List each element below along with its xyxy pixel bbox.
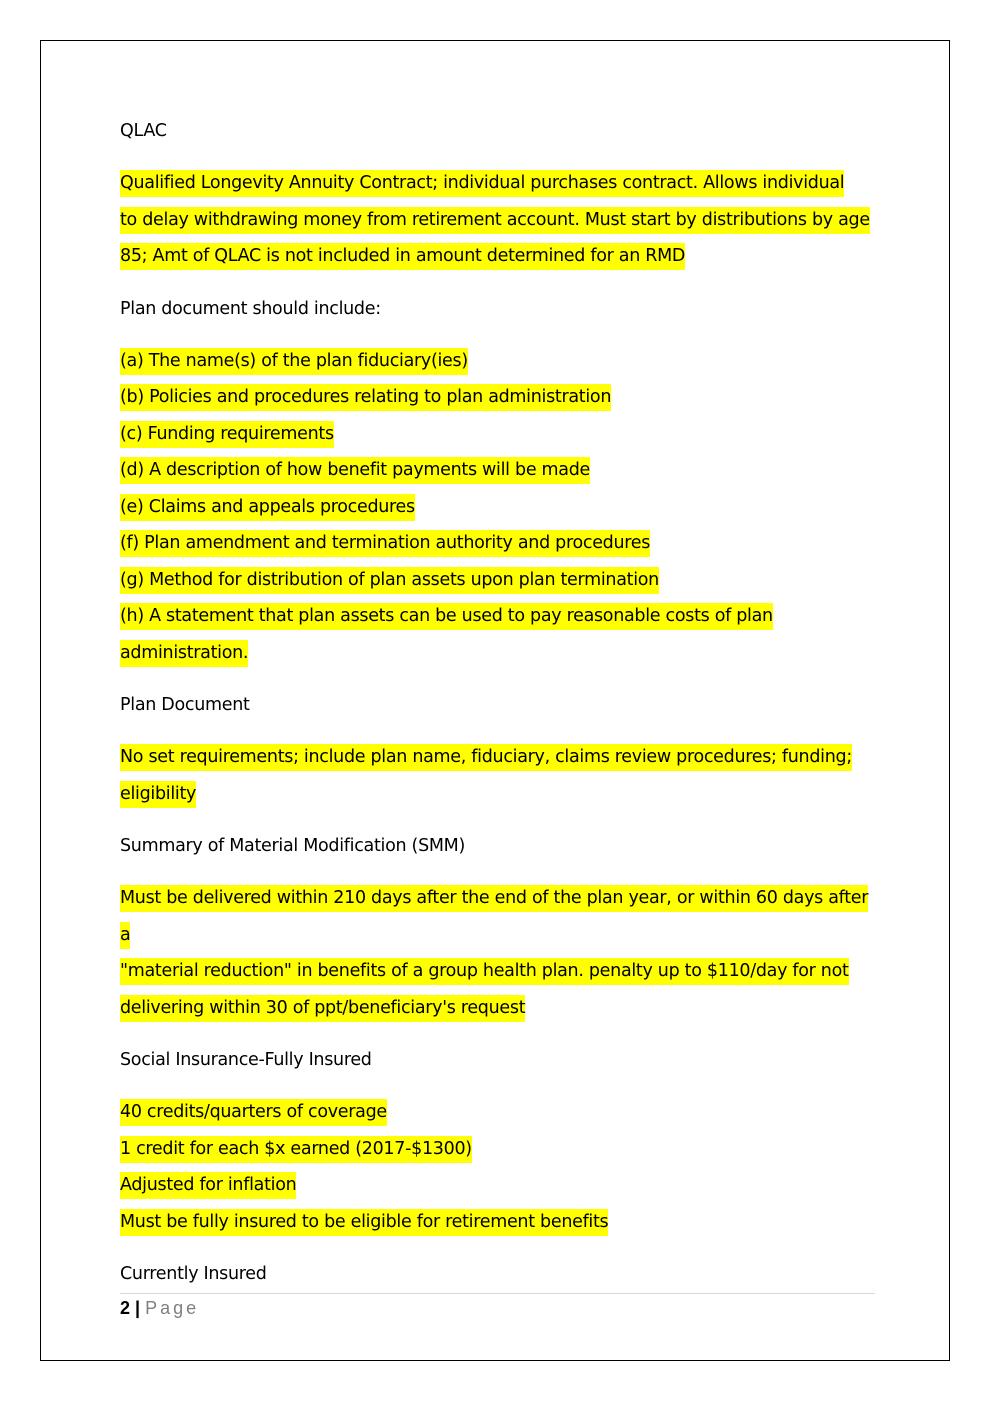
footer-divider	[120, 1293, 875, 1294]
list-item: (d) A description of how benefit payments will be made	[120, 452, 880, 489]
list-item: (b) Policies and procedures relating to plan administration	[120, 379, 880, 416]
text-line: delivering within 30 of ppt/beneficiary's request	[120, 990, 880, 1027]
text-line: No set requirements; include plan name, fiduciary, claims review procedures; funding;	[120, 739, 880, 776]
heading-plan-document-include: Plan document should include:	[120, 298, 381, 319]
list-plan-document-include	[120, 343, 880, 672]
footer-separator: |	[135, 1298, 141, 1318]
text-line: to delay withdrawing money from retirement account. Must start by distributions by age	[120, 202, 880, 239]
paragraph-smm	[120, 880, 880, 1026]
list-item: 1 credit for each $x earned (2017-$1300)	[120, 1131, 880, 1168]
list-item: 40 credits/quarters of coverage	[120, 1094, 880, 1131]
list-item: Must be fully insured to be eligible for retirement benefits	[120, 1204, 880, 1241]
list-item: (g) Method for distribution of plan assets upon plan termination	[120, 562, 880, 599]
page-number: 2	[120, 1298, 131, 1318]
list-item: (f) Plan amendment and termination authority and procedures	[120, 525, 880, 562]
list-item: (c) Funding requirements	[120, 416, 880, 453]
heading-fully-insured: Social Insurance-Fully Insured	[120, 1050, 372, 1070]
list-item: (e) Claims and appeals procedures	[120, 489, 880, 526]
heading-currently-insured: Currently Insured	[120, 1264, 267, 1284]
list-fully-insured	[120, 1094, 880, 1240]
paragraph-plan-document	[120, 739, 880, 812]
list-item: Adjusted for inflation	[120, 1167, 880, 1204]
list-item: administration.	[120, 635, 880, 672]
heading-smm: Summary of Material Modification (SMM)	[120, 836, 466, 856]
heading-qlac: QLAC	[120, 121, 167, 141]
list-item: (h) A statement that plan assets can be used to pay reasonable costs of plan	[120, 598, 880, 635]
page-footer	[120, 1296, 199, 1320]
text-line: eligibility	[120, 776, 880, 813]
heading-plan-document: Plan Document	[120, 695, 250, 715]
document-body	[120, 115, 880, 1308]
text-line: 85; Amt of QLAC is not included in amount determined for an RMD	[120, 238, 880, 275]
text-line: Qualified Longevity Annuity Contract; individual purchases contract. Allows individual	[120, 165, 880, 202]
paragraph-qlac	[120, 165, 880, 275]
page-label: Page	[145, 1298, 200, 1318]
list-item: (a) The name(s) of the plan fiduciary(ies)	[120, 343, 880, 380]
text-line: "material reduction" in benefits of a group health plan. penalty up to $110/day for not	[120, 953, 880, 990]
text-line: Must be delivered within 210 days after the end of the plan year, or within 60 days after a	[120, 880, 880, 953]
